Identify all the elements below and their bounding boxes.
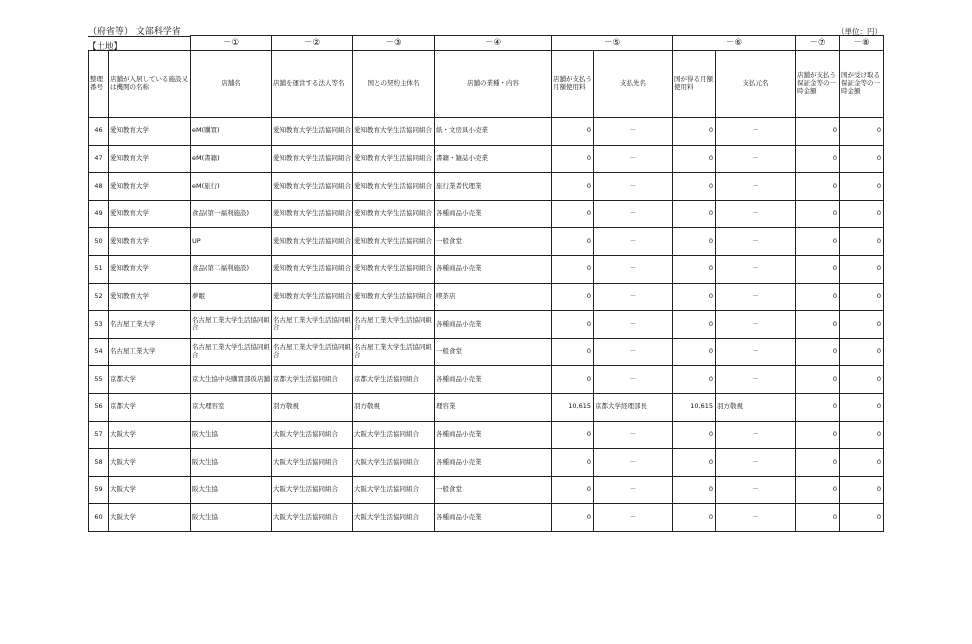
cell-business: 各種商品小売業 — [435, 311, 552, 339]
cell-deposit-paid: 0 — [796, 421, 840, 449]
cell-operator: 大阪大学生活協同組合 — [272, 449, 353, 477]
category-label: 【土地】 — [88, 42, 123, 52]
cell-store: eM(書籍) — [191, 145, 272, 173]
cell-deposit-recv: 0 — [840, 311, 884, 339]
cell-store: 阪大生協 — [191, 476, 272, 504]
table-row — [89, 311, 884, 339]
cell-payer: － — [716, 145, 796, 173]
blank-cell — [109, 36, 191, 51]
cell-store: 阪大生協 — [191, 504, 272, 532]
cell-contract: 愛知教育大学生活協同組合 — [353, 283, 435, 311]
cell-rent-paid: 0 — [552, 228, 594, 256]
cell-deposit-paid: 0 — [796, 200, 840, 228]
cell-facility: 大阪大学 — [109, 449, 191, 477]
cell-no: 50 — [89, 228, 109, 256]
table-row — [89, 173, 884, 201]
cell-deposit-paid: 0 — [796, 283, 840, 311]
blank-cell — [89, 36, 109, 51]
table-row — [89, 366, 884, 394]
header-business: 店舗の業種・内容 — [435, 51, 552, 118]
cell-facility: 愛知教育大学 — [109, 118, 191, 146]
cell-rent-recv: 0 — [673, 366, 716, 394]
cell-business: 各種商品小売業 — [435, 421, 552, 449]
cell-payer: － — [716, 173, 796, 201]
cell-payee: － — [594, 449, 673, 477]
cell-payee: － — [594, 338, 673, 366]
cell-operator: 大阪大学生活協同組合 — [272, 421, 353, 449]
column-number: －⑦ — [796, 36, 840, 51]
cell-rent-recv: 0 — [673, 200, 716, 228]
cell-no: 57 — [89, 421, 109, 449]
table-row — [89, 145, 884, 173]
cell-rent-recv: 0 — [673, 173, 716, 201]
cell-operator: 愛知教育大学生活協同組合 — [272, 173, 353, 201]
cell-deposit-recv: 0 — [840, 393, 884, 421]
header-deposit-received: 国が受け取る保証金等の一時金額 — [840, 51, 884, 118]
cell-rent-paid: 0 — [552, 118, 594, 146]
cell-business: 各種商品小売業 — [435, 449, 552, 477]
unit-label: （単位：円） — [837, 27, 882, 36]
cell-business: 一般食堂 — [435, 476, 552, 504]
cell-store: 食品(第二福利施設) — [191, 255, 272, 283]
cell-operator: 京都大学生活協同組合 — [272, 366, 353, 394]
cell-payee: － — [594, 366, 673, 394]
header-no: 整理番号 — [89, 51, 109, 118]
header-rent-received: 国が得る月額使用料 — [673, 51, 716, 118]
cell-contract: 名古屋工業大学生活協同組合 — [353, 311, 435, 339]
cell-no: 59 — [89, 476, 109, 504]
cell-payer: － — [716, 449, 796, 477]
cell-payee: － — [594, 173, 673, 201]
cell-store: eM(旅行) — [191, 173, 272, 201]
cell-rent-paid: 0 — [552, 476, 594, 504]
cell-business: 各種商品小売業 — [435, 200, 552, 228]
cell-payer: － — [716, 476, 796, 504]
cell-deposit-recv: 0 — [840, 118, 884, 146]
cell-payee: － — [594, 118, 673, 146]
table-row — [89, 504, 884, 532]
cell-rent-recv: 0 — [673, 311, 716, 339]
table-body — [89, 118, 884, 532]
cell-payer: － — [716, 228, 796, 256]
cell-no: 56 — [89, 393, 109, 421]
column-number-row — [89, 36, 884, 51]
cell-operator: 名古屋工業大学生活協同組合 — [272, 311, 353, 339]
column-label-row — [89, 51, 884, 118]
cell-operator: 大阪大学生活協同組合 — [272, 504, 353, 532]
table-row — [89, 118, 884, 146]
cell-payee: － — [594, 476, 673, 504]
header-operator: 店舗を運営する法人等名 — [272, 51, 353, 118]
cell-deposit-recv: 0 — [840, 255, 884, 283]
cell-operator: 大阪大学生活協同組合 — [272, 476, 353, 504]
cell-facility: 愛知教育大学 — [109, 255, 191, 283]
cell-contract: 愛知教育大学生活協同組合 — [353, 145, 435, 173]
header-deposit-paid: 店舗が支払う保証金等の一時金額 — [796, 51, 840, 118]
header-contract: 国との契約主体名 — [353, 51, 435, 118]
cell-business: 喫茶店 — [435, 283, 552, 311]
cell-rent-paid: 0 — [552, 366, 594, 394]
cell-contract: 愛知教育大学生活協同組合 — [353, 118, 435, 146]
cell-deposit-recv: 0 — [840, 504, 884, 532]
cell-business: 書籍・雑誌小売業 — [435, 145, 552, 173]
header-rent-paid: 店舗が支払う月額使用料 — [552, 51, 594, 118]
cell-payee: － — [594, 255, 673, 283]
cell-payer: － — [716, 118, 796, 146]
column-number: －① — [191, 36, 272, 51]
cell-no: 53 — [89, 311, 109, 339]
cell-business: 各種商品小売業 — [435, 255, 552, 283]
cell-facility: 大阪大学 — [109, 476, 191, 504]
cell-facility: 京都大学 — [109, 366, 191, 394]
cell-deposit-recv: 0 — [840, 200, 884, 228]
cell-payee: 京都大学経理部長 — [594, 393, 673, 421]
cell-store: 京大生協中央購買部仮店舗 — [191, 366, 272, 394]
cell-no: 60 — [89, 504, 109, 532]
cell-deposit-paid: 0 — [796, 393, 840, 421]
table-row — [89, 228, 884, 256]
cell-rent-recv: 0 — [673, 283, 716, 311]
cell-payee: － — [594, 145, 673, 173]
cell-contract: 大阪大学生活協同組合 — [353, 504, 435, 532]
cell-contract: 愛知教育大学生活協同組合 — [353, 173, 435, 201]
column-number: －④ — [435, 36, 552, 51]
cell-operator: 愛知教育大学生活協同組合 — [272, 200, 353, 228]
cell-contract: 愛知教育大学生活協同組合 — [353, 255, 435, 283]
cell-deposit-recv: 0 — [840, 173, 884, 201]
cell-deposit-paid: 0 — [796, 311, 840, 339]
cell-payee: － — [594, 504, 673, 532]
cell-deposit-recv: 0 — [840, 283, 884, 311]
cell-facility: 大阪大学 — [109, 421, 191, 449]
cell-store: 阪大生協 — [191, 449, 272, 477]
cell-payer: － — [716, 255, 796, 283]
cell-rent-recv: 0 — [673, 228, 716, 256]
cell-no: 49 — [89, 200, 109, 228]
cell-deposit-recv: 0 — [840, 338, 884, 366]
cell-business: 一般食堂 — [435, 228, 552, 256]
cell-rent-recv: 0 — [673, 338, 716, 366]
cell-payer: － — [716, 311, 796, 339]
cell-no: 55 — [89, 366, 109, 394]
cell-deposit-paid: 0 — [796, 338, 840, 366]
cell-rent-paid: 0 — [552, 338, 594, 366]
cell-rent-paid: 0 — [552, 200, 594, 228]
table-row — [89, 393, 884, 421]
cell-store: 食品(第一福利施設) — [191, 200, 272, 228]
cell-contract: 大阪大学生活協同組合 — [353, 476, 435, 504]
cell-operator: 羽方敬視 — [272, 393, 353, 421]
header-facility: 店舗が入居している施設又は機関の名称 — [109, 51, 191, 118]
ministry-label: （府省等） 文部科学省 — [88, 27, 181, 37]
cell-no: 47 — [89, 145, 109, 173]
cell-deposit-paid: 0 — [796, 228, 840, 256]
cell-facility: 名古屋工業大学 — [109, 338, 191, 366]
cell-operator: 名古屋工業大学生活協同組合 — [272, 338, 353, 366]
cell-payer: － — [716, 421, 796, 449]
cell-deposit-paid: 0 — [796, 476, 840, 504]
cell-deposit-paid: 0 — [796, 145, 840, 173]
cell-no: 51 — [89, 255, 109, 283]
cell-payer: － — [716, 338, 796, 366]
cell-contract: 名古屋工業大学生活協同組合 — [353, 338, 435, 366]
cell-business: 各種商品小売業 — [435, 504, 552, 532]
table-row — [89, 476, 884, 504]
cell-rent-paid: 0 — [552, 145, 594, 173]
cell-contract: 羽方敬視 — [353, 393, 435, 421]
cell-rent-recv: 0 — [673, 145, 716, 173]
cell-deposit-paid: 0 — [796, 366, 840, 394]
cell-rent-recv: 0 — [673, 118, 716, 146]
cell-store: 京大理容室 — [191, 393, 272, 421]
cell-rent-recv: 0 — [673, 255, 716, 283]
column-number: －⑥ — [673, 36, 796, 51]
cell-no: 48 — [89, 173, 109, 201]
cell-operator: 愛知教育大学生活協同組合 — [272, 118, 353, 146]
table-row — [89, 283, 884, 311]
cell-deposit-recv: 0 — [840, 145, 884, 173]
cell-store: 名古屋工業大学生活協同組合 — [191, 338, 272, 366]
header-payer: 支払元名 — [716, 51, 796, 118]
cell-payer: 羽方敬視 — [716, 393, 796, 421]
cell-facility: 愛知教育大学 — [109, 228, 191, 256]
cell-deposit-paid: 0 — [796, 173, 840, 201]
cell-deposit-paid: 0 — [796, 118, 840, 146]
cell-deposit-recv: 0 — [840, 421, 884, 449]
cell-operator: 愛知教育大学生活協同組合 — [272, 283, 353, 311]
column-number: －⑧ — [840, 36, 884, 51]
cell-operator: 愛知教育大学生活協同組合 — [272, 228, 353, 256]
cell-contract: 愛知教育大学生活協同組合 — [353, 200, 435, 228]
header-store: 店舗名 — [191, 51, 272, 118]
cell-payee: － — [594, 200, 673, 228]
cell-rent-paid: 0 — [552, 311, 594, 339]
cell-facility: 愛知教育大学 — [109, 173, 191, 201]
cell-rent-recv: 0 — [673, 449, 716, 477]
cell-payer: － — [716, 504, 796, 532]
table-row — [89, 338, 884, 366]
cell-store: eM(購買) — [191, 118, 272, 146]
table-row — [89, 449, 884, 477]
table-row — [89, 421, 884, 449]
cell-contract: 愛知教育大学生活協同組合 — [353, 228, 435, 256]
column-number: －③ — [353, 36, 435, 51]
cell-business: 紙・文房具小売業 — [435, 118, 552, 146]
cell-rent-paid: 0 — [552, 283, 594, 311]
cell-payer: － — [716, 283, 796, 311]
store-table — [88, 35, 884, 532]
cell-contract: 大阪大学生活協同組合 — [353, 421, 435, 449]
cell-rent-recv: 0 — [673, 421, 716, 449]
cell-payer: － — [716, 200, 796, 228]
header-payee: 支払先名 — [594, 51, 673, 118]
cell-operator: 愛知教育大学生活協同組合 — [272, 255, 353, 283]
cell-rent-paid: 10,615 — [552, 393, 594, 421]
cell-rent-paid: 0 — [552, 173, 594, 201]
cell-rent-recv: 10,615 — [673, 393, 716, 421]
cell-operator: 愛知教育大学生活協同組合 — [272, 145, 353, 173]
cell-store: 名古屋工業大学生活協同組合 — [191, 311, 272, 339]
cell-facility: 愛知教育大学 — [109, 200, 191, 228]
cell-no: 58 — [89, 449, 109, 477]
cell-payer: － — [716, 366, 796, 394]
cell-facility: 大阪大学 — [109, 504, 191, 532]
cell-business: 旅行業者代理業 — [435, 173, 552, 201]
cell-business: 各種商品小売業 — [435, 366, 552, 394]
cell-facility: 愛知教育大学 — [109, 145, 191, 173]
cell-facility: 名古屋工業大学 — [109, 311, 191, 339]
cell-deposit-recv: 0 — [840, 228, 884, 256]
table-row — [89, 200, 884, 228]
cell-payee: － — [594, 283, 673, 311]
column-number: －⑤ — [552, 36, 673, 51]
cell-rent-recv: 0 — [673, 476, 716, 504]
cell-store: 夢眠 — [191, 283, 272, 311]
cell-payee: － — [594, 228, 673, 256]
cell-rent-paid: 0 — [552, 449, 594, 477]
cell-no: 54 — [89, 338, 109, 366]
cell-rent-paid: 0 — [552, 504, 594, 532]
cell-contract: 京都大学生活協同組合 — [353, 366, 435, 394]
cell-deposit-paid: 0 — [796, 255, 840, 283]
cell-store: 阪大生協 — [191, 421, 272, 449]
column-number: －② — [272, 36, 353, 51]
cell-business: 一般食堂 — [435, 338, 552, 366]
cell-payee: － — [594, 311, 673, 339]
cell-rent-paid: 0 — [552, 255, 594, 283]
cell-facility: 愛知教育大学 — [109, 283, 191, 311]
cell-deposit-recv: 0 — [840, 366, 884, 394]
cell-deposit-paid: 0 — [796, 504, 840, 532]
cell-facility: 京都大学 — [109, 393, 191, 421]
cell-deposit-paid: 0 — [796, 449, 840, 477]
cell-no: 52 — [89, 283, 109, 311]
cell-payee: － — [594, 421, 673, 449]
table-row — [89, 255, 884, 283]
cell-business: 理容業 — [435, 393, 552, 421]
cell-deposit-recv: 0 — [840, 449, 884, 477]
cell-rent-recv: 0 — [673, 504, 716, 532]
cell-no: 46 — [89, 118, 109, 146]
cell-rent-paid: 0 — [552, 421, 594, 449]
cell-contract: 大阪大学生活協同組合 — [353, 449, 435, 477]
cell-store: UP — [191, 228, 272, 256]
cell-deposit-recv: 0 — [840, 476, 884, 504]
